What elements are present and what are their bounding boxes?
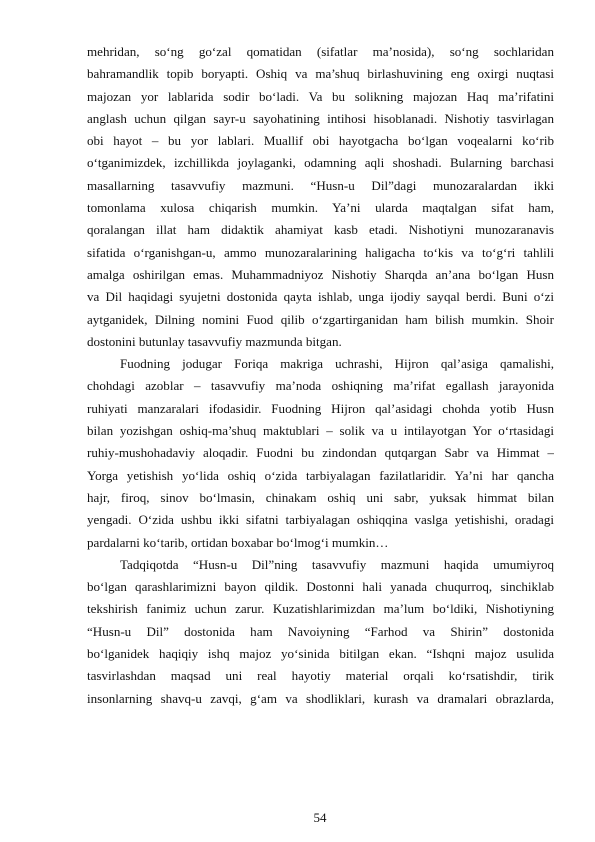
text-line: majozan yor lablarida sodir bo‘ladi. Va bu solikning majozan Haq ma’rifatini [87, 88, 554, 104]
text-line: dostonini butunlay tasavvufiy mazmunda bitgan. [87, 333, 342, 349]
text-line: chohdagi azoblar – tasavvufiy ma’noda oshiqning ma’rifat egallash jarayonida [87, 378, 554, 394]
text-line: masallarning tasavvufiy mazmuni. “Husn-u Dil”dagi munozaralardan ikki [87, 177, 554, 193]
text-line: pardalarni ko‘tarib, ortidan boxabar bo‘lmog‘i mumkin… [87, 534, 389, 550]
text-line: Yorga yetishish yo‘lida oshiq o‘zida tarbiyalagan fazilatlaridir. Ya’ni har qancha [87, 467, 554, 483]
body-text [87, 41, 554, 710]
text-line: anglash uchun qilgan sayr-u sayohatining intihosi hisoblanadi. Nishotiy tasvirlagan [87, 110, 554, 126]
text-line: bahramandlik topib boryapti. Oshiq va ma’shuq birlashuvining eng oxirgi nuqtasi [87, 66, 554, 82]
text-line: qoralangan illat ham didaktik ahamiyat kasb etadi. Nishotiyni munozaranavis [87, 222, 554, 238]
text-line: obi hayot – bu yor lablari. Muallif obi hayotgacha bo‘lgan voqealarni ko‘rib [87, 133, 554, 149]
text-line: ruhiy-mushohadaviy aloqadir. Fuodni bu zindondan qutqargan Sabr va Himmat – [87, 445, 554, 461]
text-line: ruhiyati manzaralari ifodasidir. Fuodning Hijron qal’asidagi chohda yotib Husn [87, 400, 554, 416]
text-line: tomonlama xulosa chiqarish mumkin. Ya’ni ularda maqtalgan sifat ham, [87, 200, 554, 216]
text-line: tekshirish fanimiz uchun zarur. Kuzatishlarimizdan ma’lum bo‘ldiki, Nishotiyning [87, 601, 554, 617]
text-line: aytganidek, Dilning nomini Fuod qilib o‘zgartirganidan ham bilish mumkin. Shoir [87, 311, 554, 327]
text-line: va Dil haqidagi syujetni dostonida qayta ishlab, unga ijodiy sayqal berdi. Buni o‘zi [87, 289, 554, 305]
text-line: tasvirlashdan maqsad uni real hayotiy material orqali ko‘rsatishdir, tirik [87, 668, 554, 684]
text-line: o‘tganimizdek, izchillikda joylaganki, odamning aqli shoshadi. Bularning barchasi [87, 155, 554, 171]
text-line: Tadqiqotda “Husn-u Dil”ning tasavvufiy mazmuni haqida umumiyroq [120, 556, 554, 572]
text-line: yengadi. O‘zida ushbu ikki sifatni tarbiyalagan oshiqqina vaslga yetishishi, oradagi [87, 512, 554, 528]
text-line: Fuodning jodugar Foriqa makriga uchrashi, Hijron qal’asiga qamalishi, [120, 356, 554, 372]
text-line: insonlarning shavq-u zavqi, g‘am va shodliklari, kurash va dramalari obrazlarda, [87, 690, 554, 706]
text-line: bo‘lganidek haqiqiy ishq majoz yo‘sinida bitilgan ekan. “Ishqni majoz usulida [87, 646, 554, 662]
text-line: bo‘lgan qarashlarimizni bayon qildik. Dostonni hali yanada chuqurroq, sinchiklab [87, 579, 554, 595]
text-line: mehridan, so‘ng go‘zal qomatidan (sifatlar ma’nosida), so‘ng sochlaridan [87, 44, 554, 59]
text-line: hajr, firoq, sinov bo‘lmasin, chinakam oshiq uni sabr, yuksak himmat bilan [87, 489, 554, 505]
text-line: sifatida o‘rganishgan-u, ammo munozaralarining haligacha to‘kis va to‘g‘ri tahlili [87, 244, 554, 260]
text-line: amalga oshirilgan emas. Muhammadniyoz Nishotiy Sharqda an’ana bo‘lgan Husn [87, 266, 554, 282]
text-line: “Husn-u Dil” dostonida ham Navoiyning “Farhod va Shirin” dostonida [87, 623, 554, 639]
text-line: bilan yozishgan oshiq-ma’shuq maktublari – solik va u intilayotgan Yor o‘rtasidagi [87, 423, 554, 439]
page-number: 54 [313, 810, 327, 825]
